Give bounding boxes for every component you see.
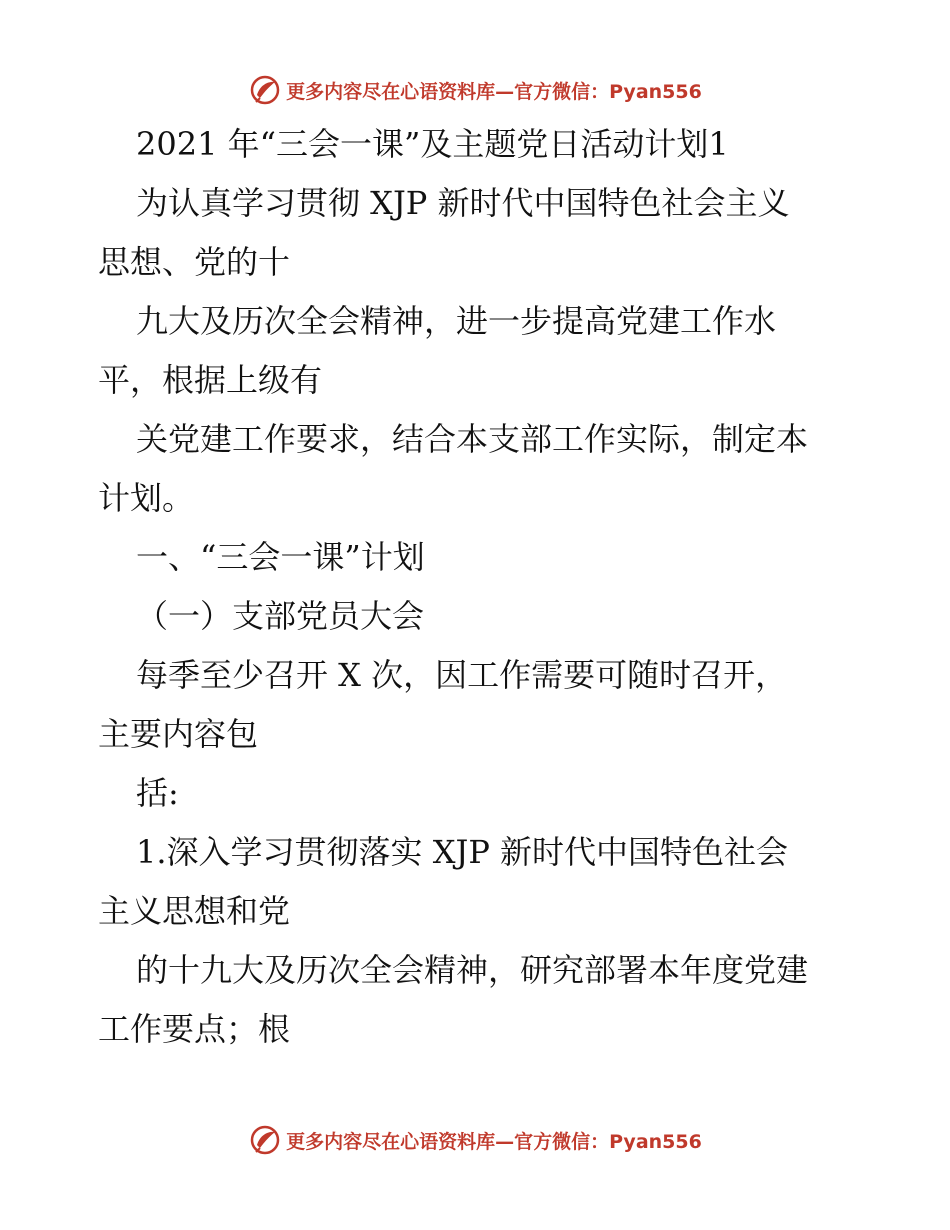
footer-watermark <box>0 1120 950 1160</box>
text-line: 工作要点；根 <box>98 1010 291 1048</box>
text-line: 一、“三会一课”计划 <box>136 538 425 576</box>
text-line: 关党建工作要求，结合本支部工作实际，制定本 <box>136 420 809 458</box>
text-line: 九大及历次全会精神，进一步提高党建工作水 <box>136 302 777 340</box>
header-watermark <box>0 70 950 110</box>
watermark-text: 更多内容尽在心语资料库—官方微信：Pyan556 <box>286 80 702 103</box>
text-line: 为认真学习贯彻 XJP 新时代中国特色社会主义 <box>136 184 790 222</box>
document-body <box>98 115 858 1059</box>
text-line: 的十九大及历次全会精神，研究部署本年度党建 <box>136 951 809 989</box>
watermark-text: 更多内容尽在心语资料库—官方微信：Pyan556 <box>286 1130 702 1153</box>
text-line: （一）支部党员大会 <box>136 597 425 635</box>
text-line: 主要内容包 <box>98 715 259 753</box>
text-line: 1.深入学习贯彻落实 XJP 新时代中国特色社会 <box>136 833 789 871</box>
text-line: 括: <box>136 774 179 812</box>
text-line: 计划。 <box>98 479 195 517</box>
text-line: 平，根据上级有 <box>98 361 323 399</box>
brand-logo-icon <box>248 73 282 107</box>
text-line: 每季至少召开 X 次，因工作需要可随时召开， <box>136 656 788 694</box>
brand-logo-icon <box>248 1123 282 1157</box>
text-line: 思想、党的十 <box>98 243 291 281</box>
text-line: 主义思想和党 <box>98 892 291 930</box>
text-line: 2021 年“三会一课”及主题党日活动计划1 <box>136 125 729 163</box>
